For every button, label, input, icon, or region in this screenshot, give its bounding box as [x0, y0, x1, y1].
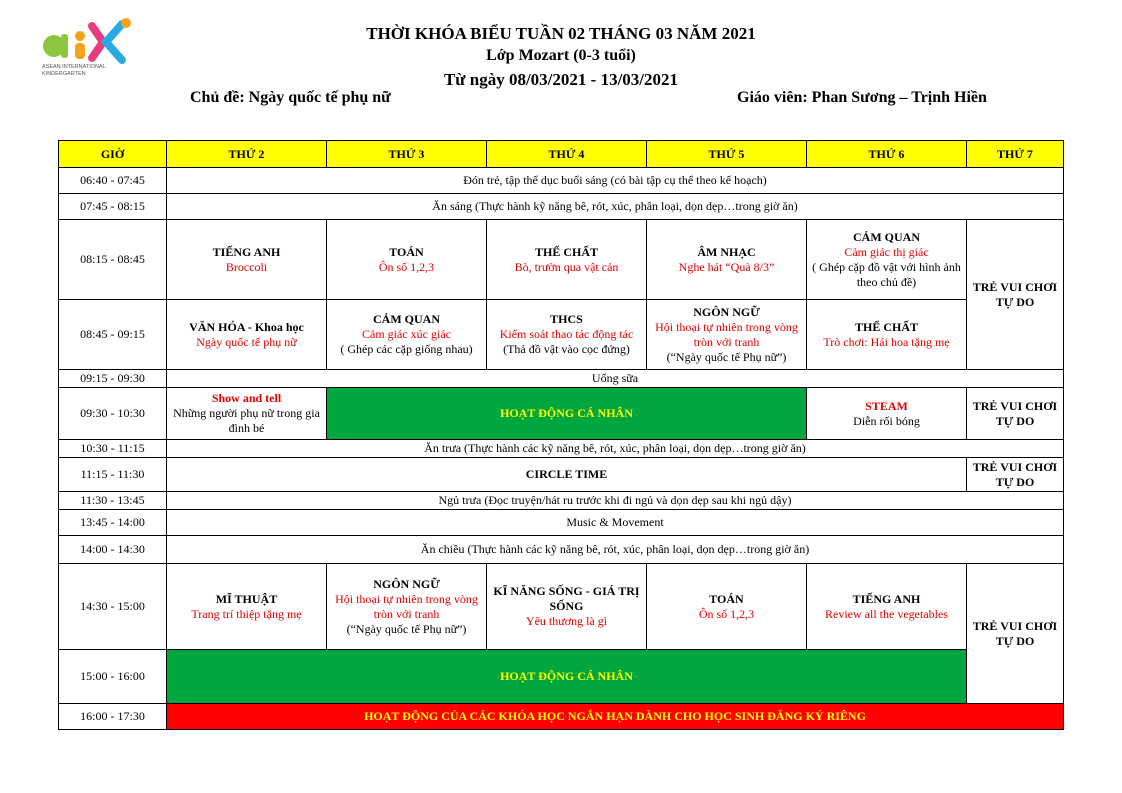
activity-title: THCS	[550, 312, 583, 326]
col-header-sat: THỨ 7	[967, 141, 1064, 168]
header-row	[59, 141, 1064, 168]
all-day-cell: Ăn trưa (Thực hành các kỹ năng bê, rót, xúc, phân loại, dọn dẹp…trong giờ ăn)	[167, 440, 1064, 458]
table-row	[59, 388, 1064, 440]
time-cell: 11:30 - 13:45	[59, 492, 167, 510]
table-row	[59, 440, 1064, 458]
activity-cell	[807, 300, 967, 370]
activity-cell	[167, 220, 327, 300]
activity-title: THỂ CHẤT	[854, 319, 918, 334]
activity-title: STEAM	[865, 398, 908, 413]
table-row	[59, 300, 1064, 370]
activity-cell	[327, 564, 487, 650]
activity-subtitle: Bò, trườn qua vật cản	[514, 259, 619, 274]
activity-title: NGÔN NGỮ	[693, 304, 760, 319]
all-day-cell: Ăn chiều (Thực hành các kỹ năng bê, rót, xúc, phân loại, dọn dẹp…trong giờ ăn)	[167, 536, 1064, 564]
table-row	[59, 458, 1064, 492]
activity-title: TOÁN	[389, 244, 424, 259]
activity-cell	[647, 300, 807, 370]
activity-subtitle: Hội thoại tự nhiên trong vòng tròn với tranh	[335, 591, 478, 621]
time-cell: 16:00 - 17:30	[59, 704, 167, 730]
activity-title: VĂN HÓA - Khoa học	[189, 319, 304, 334]
activity-title: MĨ THUẬT	[215, 591, 278, 606]
page-title: THỜI KHÓA BIỂU TUẦN 02 THÁNG 03 NĂM 2021	[366, 24, 756, 43]
class-name: Lớp Mozart (0-3 tuổi)	[486, 47, 636, 64]
table-row	[59, 564, 1064, 650]
table-row	[59, 370, 1064, 388]
time-cell: 10:30 - 11:15	[59, 440, 167, 458]
activity-title: TIẾNG ANH	[212, 244, 281, 259]
free-play-cell: TRẺ VUI CHƠI TỰ DO	[967, 564, 1064, 704]
time-cell: 13:45 - 14:00	[59, 510, 167, 536]
all-day-cell: Đón trẻ, tập thể dục buổi sáng (có bài tập cụ thể theo kế hoạch)	[167, 168, 1064, 194]
activity-cell	[167, 564, 327, 650]
time-cell: 11:15 - 11:30	[59, 458, 167, 492]
table-row	[59, 492, 1064, 510]
activity-cell	[807, 564, 967, 650]
activity-subtitle: Nghe hát “Quà 8/3”	[678, 259, 775, 274]
table-row	[59, 220, 1064, 300]
activity-title: ÂM NHẠC	[697, 244, 756, 259]
free-play-cell: TRẺ VUI CHƠI TỰ DO	[967, 388, 1064, 440]
time-cell: 14:00 - 14:30	[59, 536, 167, 564]
table-row	[59, 650, 1064, 704]
activity-note: Những người phụ nữ trong gia đình bé	[173, 406, 320, 435]
activity-subtitle: Review all the vegetables	[825, 606, 948, 621]
all-day-cell: Ngủ trưa (Đọc truyện/hát ru trước khi đi ngủ và dọn dẹp sau khi ngủ dậy)	[167, 492, 1064, 510]
activity-title: CẢM QUAN	[373, 312, 440, 326]
individual-activity-cell: HOẠT ĐỘNG CÁ NHÂN	[167, 650, 967, 704]
circle-time-cell: CIRCLE TIME	[167, 458, 967, 492]
col-header-tue: THỨ 3	[327, 141, 487, 168]
all-day-cell: Uống sữa	[167, 370, 1064, 388]
date-range: Từ ngày 08/03/2021 - 13/03/2021	[443, 70, 679, 89]
activity-subtitle: Cảm giác xúc giác	[362, 327, 451, 341]
col-header-fri: THỨ 6	[807, 141, 967, 168]
activity-cell	[647, 564, 807, 650]
activity-cell	[327, 220, 487, 300]
time-cell: 08:15 - 08:45	[59, 220, 167, 300]
activity-subtitle: Trang trí thiệp tặng mẹ	[191, 606, 302, 621]
activity-title: CẢM QUAN	[853, 229, 920, 244]
activity-subtitle: Ngày quốc tế phụ nữ	[196, 334, 297, 349]
activity-cell	[167, 388, 327, 440]
all-day-cell: Ăn sáng (Thực hành kỹ năng bê, rót, xúc, phân loại, dọn dẹp…trong giờ ăn)	[167, 194, 1064, 220]
teachers: Giáo viên: Phan Sương – Trịnh Hiền	[737, 89, 987, 106]
svg-text:KINDERGARTEN: KINDERGARTEN	[42, 71, 86, 77]
activity-cell	[807, 388, 967, 440]
col-header-mon: THỨ 2	[167, 141, 327, 168]
activity-subtitle: Broccoli	[225, 259, 268, 274]
table-row	[59, 168, 1064, 194]
activity-note: Diễn rối bóng	[853, 413, 920, 428]
table-row	[59, 704, 1064, 730]
activity-title: TIẾNG ANH	[852, 591, 921, 606]
col-header-wed: THỨ 4	[487, 141, 647, 168]
svg-text:ASEAN INTERNATIONAL: ASEAN INTERNATIONAL	[42, 64, 106, 70]
topic: Chủ đề: Ngày quốc tế phụ nữ	[190, 89, 391, 106]
activity-subtitle: Ôn số 1,2,3	[378, 259, 435, 274]
col-header-thu: THỨ 5	[647, 141, 807, 168]
activity-subtitle: Kiểm soát thao tác động tác	[499, 327, 634, 341]
activity-subtitle: Cảm giác thị giác	[844, 244, 929, 259]
activity-note: ( Ghép các cặp giống nhau)	[340, 342, 473, 356]
time-cell: 08:45 - 09:15	[59, 300, 167, 370]
time-cell: 06:40 - 07:45	[59, 168, 167, 194]
activity-subtitle: Ôn số 1,2,3	[698, 606, 755, 621]
activity-cell	[487, 564, 647, 650]
activity-title: THỂ CHẤT	[534, 244, 598, 259]
timetable	[58, 140, 1064, 730]
activity-subtitle: Hội thoại tự nhiên trong vòng tròn với tranh	[655, 319, 798, 349]
time-cell: 15:00 - 16:00	[59, 650, 167, 704]
activity-cell	[487, 220, 647, 300]
activity-cell	[327, 300, 487, 370]
free-play-cell: TRẺ VUI CHƠI TỰ DO	[967, 458, 1064, 492]
activity-note: (“Ngày quốc tế Phụ nữ”)	[346, 621, 467, 636]
table-row	[59, 194, 1064, 220]
table-row	[59, 510, 1064, 536]
short-course-cell: HOẠT ĐỘNG CỦA CÁC KHÓA HỌC NGẮN HẠN DÀNH CHO HỌC SINH ĐĂNG KÝ RIÊNG	[167, 704, 1064, 730]
all-day-cell: Music & Movement	[167, 510, 1064, 536]
free-play-cell: TRẺ VUI CHƠI TỰ DO	[967, 220, 1064, 370]
activity-title: TOÁN	[709, 591, 744, 606]
activity-note: (Thả đồ vật vào cọc đứng)	[503, 342, 630, 356]
activity-title: KĨ NĂNG SỐNG - GIÁ TRỊ SỐNG	[493, 584, 640, 613]
time-cell: 09:15 - 09:30	[59, 370, 167, 388]
activity-cell	[487, 300, 647, 370]
individual-activity-cell: HOẠT ĐỘNG CÁ NHÂN	[327, 388, 807, 440]
activity-subtitle: Trò chơi: Hái hoa tặng mẹ	[823, 334, 950, 349]
activity-cell	[647, 220, 807, 300]
time-cell: 07:45 - 08:15	[59, 194, 167, 220]
activity-subtitle: Yêu thương là gì	[525, 614, 608, 628]
table-row	[59, 536, 1064, 564]
col-header-time: GIỜ	[59, 141, 167, 168]
time-cell: 09:30 - 10:30	[59, 388, 167, 440]
activity-title: Show and tell	[211, 391, 282, 405]
activity-cell	[167, 300, 327, 370]
time-cell: 14:30 - 15:00	[59, 564, 167, 650]
activity-title: NGÔN NGỮ	[373, 576, 440, 591]
activity-note: ( Ghép cặp đồ vật với hình ảnh theo chủ đề)	[812, 259, 961, 289]
activity-note: (“Ngày quốc tế Phụ nữ”)	[666, 349, 787, 364]
activity-cell	[807, 220, 967, 300]
